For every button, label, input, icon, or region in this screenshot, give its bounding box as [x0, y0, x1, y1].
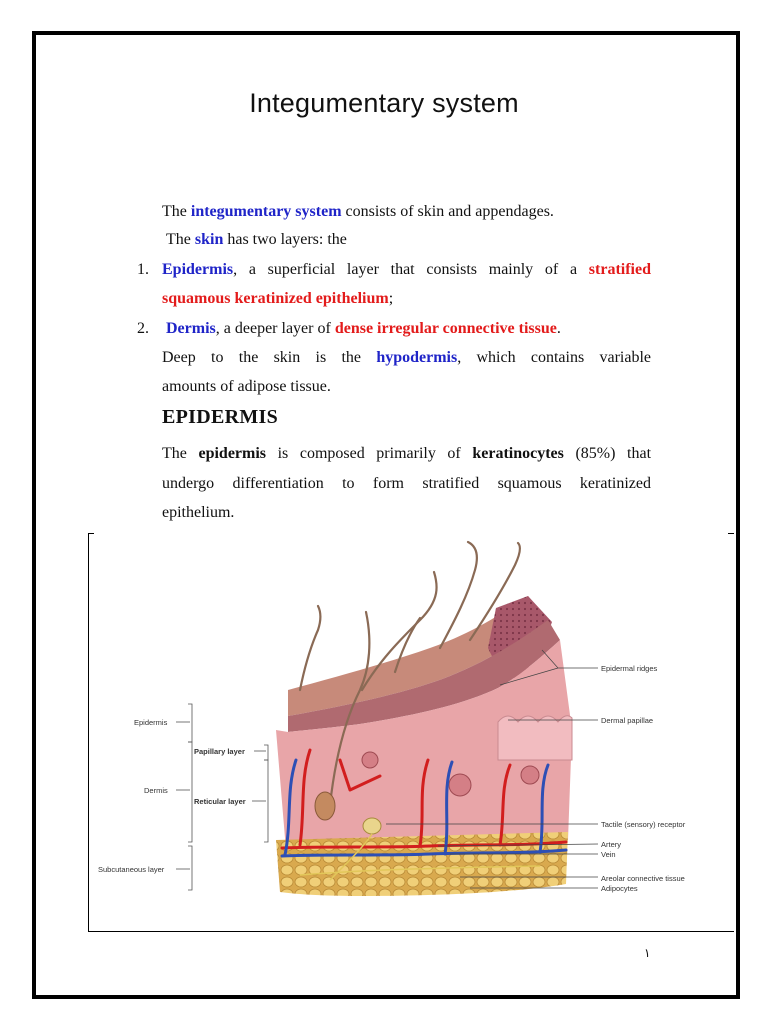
label-tactile-receptor: Tactile (sensory) receptor [601, 820, 686, 829]
label-vein: Vein [601, 850, 616, 859]
label-epidermal-ridges: Epidermal ridges [601, 664, 658, 673]
text: The [162, 445, 199, 462]
tactile-receptor [363, 818, 381, 834]
label-dermis: Dermis [144, 786, 168, 795]
term-dermis: Dermis [166, 320, 216, 337]
epidermis-paragraph-line-2: undergo differentiation to form stratified squamous keratinized [162, 475, 651, 492]
page-number: ١ [644, 946, 651, 960]
label-artery: Artery [601, 840, 622, 849]
dermal-papillae [498, 716, 572, 760]
label-subcutaneous-layer: Subcutaneous layer [98, 865, 165, 874]
term-keratinocytes: keratinocytes [472, 445, 564, 462]
term-epidermis-bold: epidermis [198, 445, 267, 462]
label-adipocytes: Adipocytes [601, 884, 638, 893]
label-areolar-connective-tissue: Areolar connective tissue [601, 874, 685, 883]
text: has two layers: the [223, 231, 347, 248]
text: Deep to the skin is the [162, 349, 377, 366]
section-heading-epidermis: EPIDERMIS [162, 406, 279, 428]
term-squamous-keratinized-epithelium: squamous keratinized epithelium [162, 290, 389, 307]
text: The [162, 203, 191, 220]
label-papillary-layer: Papillary layer [194, 747, 245, 756]
hair-follicle [315, 792, 335, 820]
text: The [166, 231, 195, 248]
text: , a deeper layer of [215, 320, 335, 337]
term-skin: skin [194, 231, 224, 248]
text: is composed primarily of [266, 445, 473, 462]
term-dense-irregular-connective-tissue: dense irregular connective tissue [334, 320, 557, 337]
list-number-2: 2. [137, 320, 149, 337]
text: . [556, 320, 561, 337]
text: , a superficial layer that consists mainly of a [233, 261, 589, 278]
term-stratified: stratified [588, 261, 651, 278]
label-epidermis: Epidermis [134, 718, 168, 727]
term-integumentary-system: integumentary system [190, 203, 342, 220]
list-number-1: 1. [137, 261, 149, 278]
text: , which contains variable [457, 349, 651, 366]
text: consists of skin and appendages. [341, 203, 554, 220]
label-reticular-layer: Reticular layer [194, 797, 246, 806]
term-epidermis: Epidermis [162, 261, 234, 278]
page-title: Integumentary system [249, 88, 519, 118]
text: ; [388, 290, 394, 307]
hypodermis-line-2: amounts of adipose tissue. [162, 378, 331, 395]
label-dermal-papillae: Dermal papillae [601, 716, 654, 725]
text: (85%) that [563, 445, 652, 462]
term-hypodermis: hypodermis [376, 349, 458, 366]
epidermis-paragraph-line-3: epithelium. [162, 504, 235, 521]
